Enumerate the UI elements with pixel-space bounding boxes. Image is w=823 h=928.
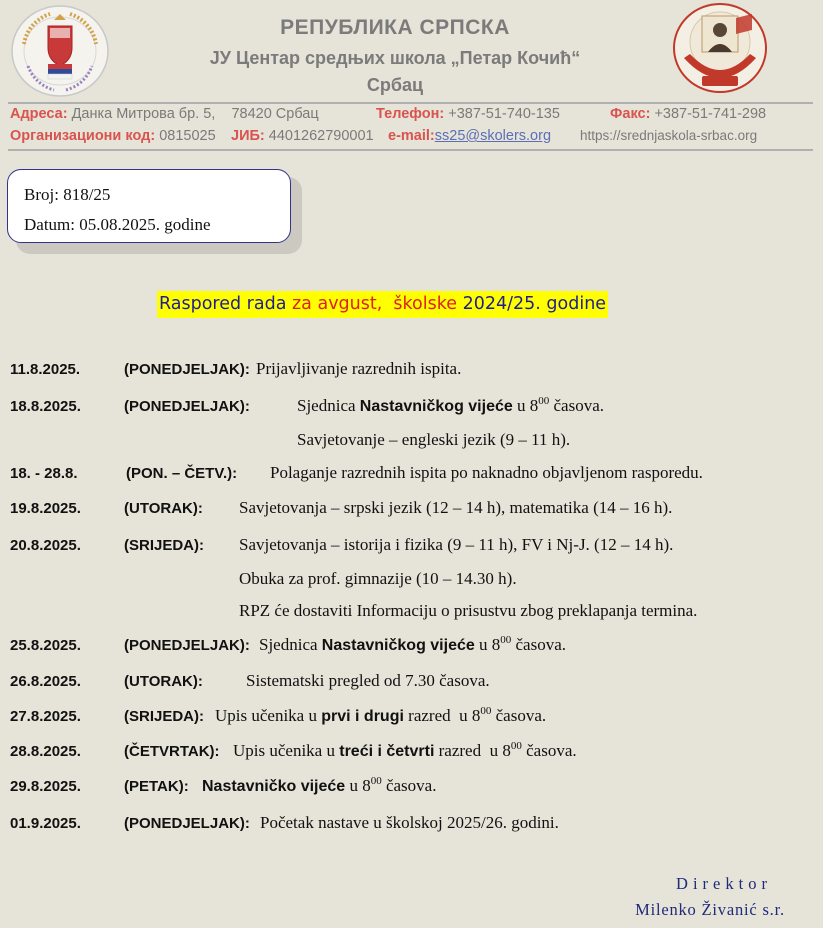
schedule-row bbox=[0, 396, 823, 426]
row-text: Upis učenika u prvi i drugi razred u $8^{00}$ časova. bbox=[215, 705, 547, 725]
schedule-row bbox=[0, 463, 823, 493]
document-number: Broj: 818/25 bbox=[24, 185, 111, 204]
document-title bbox=[157, 291, 608, 318]
jib-label: ЈИБ: bbox=[231, 128, 265, 144]
republika-srpska-seal-icon bbox=[10, 4, 110, 98]
row-day: (PONEDJELJAK): bbox=[124, 398, 250, 415]
row-day: (PONEDJELJAK): bbox=[124, 361, 250, 378]
row-day: (ČETVRTAK): bbox=[124, 743, 220, 760]
phone-value: +387-51-740-135 bbox=[448, 106, 560, 122]
header-town: Србац bbox=[366, 75, 424, 95]
school-logo-icon bbox=[672, 2, 768, 94]
director-name: Milenko Živanić s.r. bbox=[635, 900, 785, 919]
fax-value: +387-51-741-298 bbox=[654, 106, 767, 122]
jib-line bbox=[231, 128, 374, 144]
email-link[interactable]: ss25@skolers.org bbox=[434, 128, 552, 144]
fax-line bbox=[610, 106, 766, 122]
row-text: Sjednica Nastavničkog vijeće u $8^{00}$ časova. bbox=[259, 634, 567, 654]
schedule-row bbox=[0, 430, 823, 460]
row-date: 01.9.2025. bbox=[10, 815, 81, 832]
schedule-row bbox=[0, 813, 823, 843]
schedule-row bbox=[0, 741, 823, 771]
schedule-row bbox=[0, 359, 823, 389]
reference-box bbox=[7, 169, 291, 243]
row-date: 11.8.2025. bbox=[10, 361, 81, 378]
row-day: (PONEDJELJAK): bbox=[124, 637, 250, 654]
row-day: (UTORAK): bbox=[124, 500, 203, 517]
email-line bbox=[388, 128, 551, 144]
row-text: Polaganje razrednih ispita po naknadno objavljenom rasporedu. bbox=[270, 463, 703, 482]
schedule-row bbox=[0, 569, 823, 599]
address-value: Данка Митрова бр. 5, 78420 Србац bbox=[71, 106, 319, 122]
schedule-row bbox=[0, 535, 823, 565]
row-date: 28.8.2025. bbox=[10, 743, 81, 760]
header-school-name: ЈУ Центар средњих школа „Петар Кочић“ bbox=[209, 48, 581, 68]
director-title: Direktor bbox=[676, 874, 772, 893]
row-text: Obuka za prof. gimnazije (10 – 14.30 h). bbox=[239, 569, 517, 588]
row-day: (SRIJEDA): bbox=[124, 537, 205, 554]
title-part-2: za avgust, školske bbox=[292, 294, 463, 314]
row-day: (PON. – ČETV.): bbox=[126, 465, 238, 482]
title-part-3: 2024/25. godine bbox=[462, 294, 607, 314]
row-date: 18. - 28.8. bbox=[10, 465, 78, 482]
row-date: 26.8.2025. bbox=[10, 673, 81, 690]
row-text: Savjetovanja – istorija i fizika (9 – 11 h), FV i Nj-J. (12 – 14 h). bbox=[239, 535, 674, 554]
header-republic: РЕПУБЛИКА СРПСКА bbox=[280, 16, 510, 39]
fax-label: Факс: bbox=[610, 106, 651, 122]
row-text: Početak nastave u školskoj 2025/26. godini. bbox=[260, 813, 559, 832]
schedule-row bbox=[0, 776, 823, 806]
row-day: (PONEDJELJAK): bbox=[124, 815, 250, 832]
row-date: 18.8.2025. bbox=[10, 398, 81, 415]
row-date: 25.8.2025. bbox=[10, 637, 81, 654]
website-link[interactable]: https://srednjaskola-srbac.org bbox=[580, 128, 758, 143]
title-part-1: Raspored rada bbox=[159, 294, 292, 314]
row-date: 27.8.2025. bbox=[10, 708, 81, 725]
schedule-row bbox=[0, 706, 823, 736]
address-label: Адреса: bbox=[10, 106, 68, 122]
phone-label: Телефон: bbox=[376, 106, 445, 122]
schedule-row bbox=[0, 498, 823, 528]
row-day: (SRIJEDA): bbox=[124, 708, 205, 725]
row-day: (UTORAK): bbox=[124, 673, 203, 690]
row-text: Upis učenika u treći i četvrti razred u $8^{00}$ časova. bbox=[233, 740, 577, 760]
row-text: Nastavničko vijeće u $8^{00}$ časova. bbox=[202, 775, 437, 795]
phone-line bbox=[376, 106, 560, 122]
schedule-row bbox=[0, 635, 823, 665]
jib-value: 4401262790001 bbox=[268, 128, 374, 144]
org-code-label: Организациони код: bbox=[10, 128, 156, 144]
schedule-row bbox=[0, 671, 823, 701]
row-date: 20.8.2025. bbox=[10, 537, 81, 554]
row-text: Sjednica Nastavničkog vijeće u $8^{00}$ časova. bbox=[297, 395, 605, 415]
row-text: Savjetovanja – srpski jezik (12 – 14 h), matematika (14 – 16 h). bbox=[239, 498, 673, 517]
row-day: (PETAK): bbox=[124, 778, 189, 795]
row-text: Savjetovanje – engleski jezik (9 – 11 h). bbox=[297, 430, 571, 449]
document-date: Datum: 05.08.2025. godine bbox=[24, 215, 211, 234]
header-divider-bottom bbox=[8, 149, 813, 151]
row-date: 19.8.2025. bbox=[10, 500, 81, 517]
email-label: e-mail: bbox=[388, 128, 435, 144]
org-code-line bbox=[10, 128, 216, 144]
row-text: RPZ će dostaviti Informaciju o prisustvu zbog preklapanja termina. bbox=[239, 601, 698, 620]
schedule-row bbox=[0, 601, 823, 631]
address-line bbox=[10, 106, 319, 122]
header-divider bbox=[8, 102, 813, 104]
row-text: Prijavljivanje razrednih ispita. bbox=[256, 359, 462, 378]
org-code-value: 0815025 bbox=[159, 128, 216, 144]
row-date: 29.8.2025. bbox=[10, 778, 81, 795]
row-text: Sistematski pregled od 7.30 časova. bbox=[246, 671, 490, 690]
